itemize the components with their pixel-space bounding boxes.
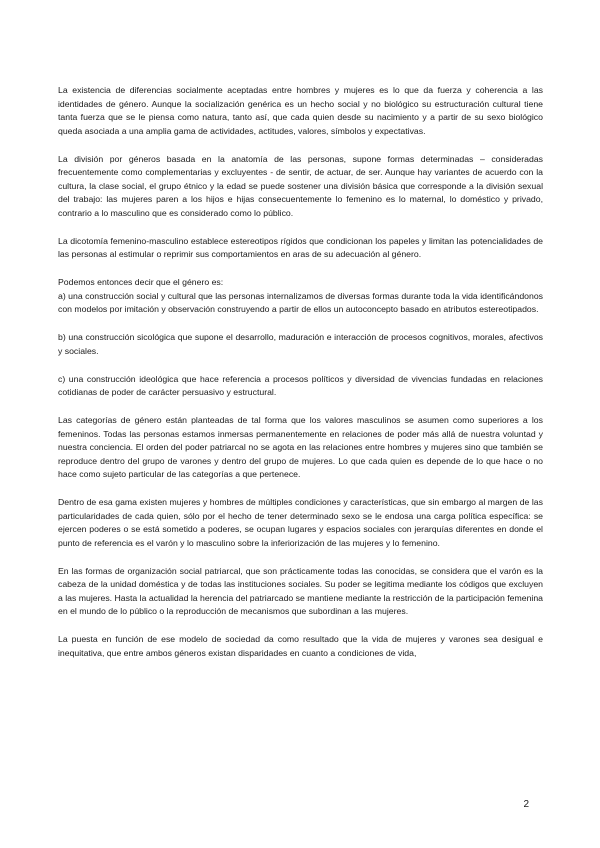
list-item-c: c) una construcción ideológica que hace referencia a procesos políticos y diversidad de vivencias fundadas en relaciones cotidianas de poder de carácter persuasivo y estructural. xyxy=(58,373,543,397)
paragraph-patriarcal: En las formas de organización social patriarcal, que son prácticamente todas las conocidas, se considera que el varón es la cabeza de la unidad doméstica y de todas las instituciones sociales. Su poder se legitima mediante los códigos que excluyen a las mujeres. Hasta la actualidad la herencia del patriarcado se mantiene mediante la restricción de la participación femenina en el mundo de lo público o la reproducción de mecanismos que subordinan a las mujeres. xyxy=(58,565,543,616)
paragraph-categorias: Las categorías de género están planteadas de tal forma que los valores masculinos se asumen como superiores a los femeninos. Todas las personas estamos inmersas permanentemente en relaciones de poder más allá de nuestra voluntad y nuestra conciencia. El orden del poder patriarcal no se agota en las relaciones entre hombres y mujeres sino que también se reproduce dentro del grupo de varones y dentro del grupo de mujeres. Lo que cada quien es depende de lo que hace o no hace como sujeto particular de las categorías a que pertenece. xyxy=(58,415,543,479)
paragraph-modelo-sociedad: La puesta en función de ese modelo de sociedad da como resultado que la vida de mujeres y varones sea desigual e inequitativa, que entre ambos géneros existan disparidades en cuanto a condiciones de vida, xyxy=(58,634,543,658)
document-body xyxy=(58,84,543,675)
paragraph-division-generos: La división por géneros basada en la anatomía de las personas, supone formas determinadas – consideradas frecuentemente como complementarias y excluyentes - de sentir, de actuar, de ser. Aunque hay variantes de acuerdo con la cultura, la clase social, el grupo étnico y la edad se puede sostener una división básica que corresponde a la división sexual del trabajo: las mujeres paren a los hijos e hijas consecuentemente lo femenino es lo maternal, lo doméstico y privado, contrario a lo masculino que es considerado como lo público. xyxy=(58,153,543,218)
paragraph-gama: Dentro de esa gama existen mujeres y hombres de múltiples condiciones y características, que sin embargo al margen de las particularidades de cada quien, sólo por el hecho de tener determinado sexo se le endosa una carga política específica: se ejercen poderes o se está sometido a poderes, se ocupan lugares y espacios sociales con jerarquías diferentes en donde el punto de referencia es el varón y lo masculino sobre la inferiorización de las mujeres y lo femenino. xyxy=(58,497,543,548)
list-item-a: a) una construcción social y cultural que las personas internalizamos de diversas formas durante toda la vida identificándonos con modelos por imitación y observación construyendo a partir de ellos un autoconcepto basado en atributos estereotipados. xyxy=(58,290,543,314)
paragraph-definicion-intro: Podemos entonces decir que el género es: xyxy=(58,277,224,287)
paragraph-identidades: La existencia de diferencias socialmente aceptadas entre hombres y mujeres es lo que da fuerza y coherencia a las identidades de género. Aunque la socialización genérica es un hecho social y no biológico su estructuración cultural tiene tanta fuerza que se le piensa como natura, tanto así, que cada quien desde su nacimiento y a partir de su sexo biológico queda asociada a una amplia gama de actividades, actitudes, valores, símbolos y expectativas. xyxy=(58,85,543,136)
list-item-b: b) una construcción sicológica que supone el desarrollo, maduración e interacción de procesos cognitivos, morales, afectivos y sociales. xyxy=(58,332,543,356)
paragraph-dicotomia: La dicotomía femenino-masculino establece estereotipos rígidos que condicionan los papeles y limitan las potencialidades de las personas al estimular o reprimir sus comportamientos en aras de su adecuación al género. xyxy=(58,235,543,259)
page-number: 2 xyxy=(523,799,529,810)
